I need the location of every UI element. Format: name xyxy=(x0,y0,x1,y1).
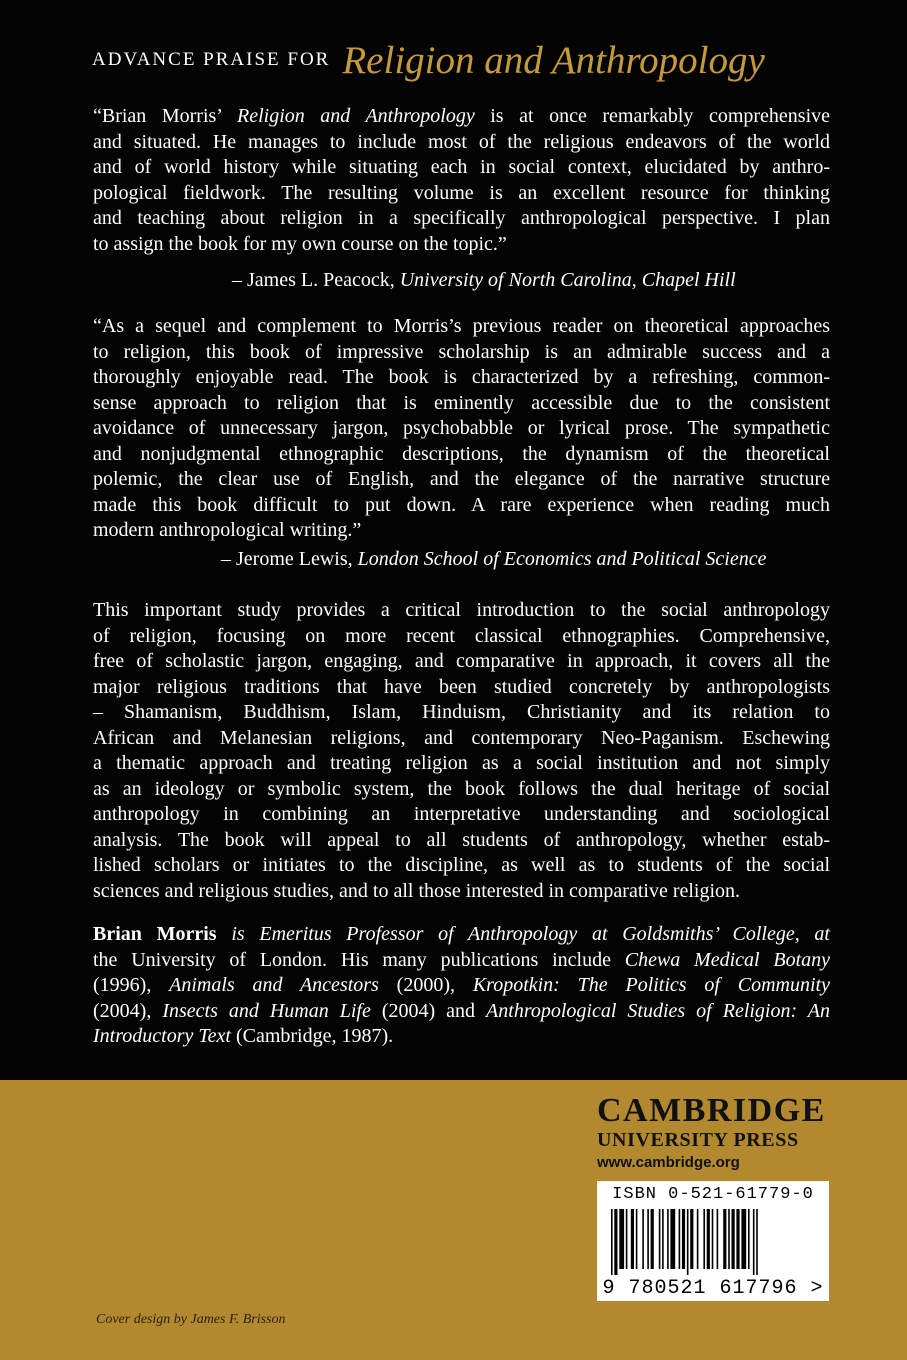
barcode-bar xyxy=(662,1209,664,1269)
barcode-bar xyxy=(636,1209,638,1269)
ean-number: 9 780521 617796 > xyxy=(602,1277,824,1300)
barcode-bar xyxy=(647,1209,649,1269)
quote-lewis-line: modern anthropological writing.” xyxy=(93,519,362,541)
quote-peacock xyxy=(93,104,830,257)
barcode-bar xyxy=(723,1209,726,1269)
quote-peacock-line: and teaching about religion in a specifically anthropological perspective. I plan xyxy=(93,207,830,229)
barcode-bar xyxy=(717,1209,719,1269)
book-description-line: – Shamanism, Buddhism, Islam, Hinduism, Christianity and its relation to xyxy=(93,701,830,723)
quote-lewis-line: avoidance of unnecessary jargon, psychobabble or lyrical prose. The sympathetic xyxy=(93,417,830,439)
quote-lewis-line: polemic, the clear use of English, and the elegance of the narrative structure xyxy=(93,468,830,490)
barcode-bar xyxy=(619,1209,624,1269)
praise-heading xyxy=(92,38,852,83)
book-description-line: a thematic approach and treating religion as a social institution and not simply xyxy=(93,752,830,774)
barcode-bar xyxy=(703,1209,705,1269)
author-bio-line: the University of London. His many publications include Chewa Medical Botany xyxy=(93,948,831,971)
quote-lewis-author: – Jerome Lewis, xyxy=(221,548,353,570)
barcode-bar xyxy=(728,1209,730,1269)
quote-peacock-attribution xyxy=(232,268,736,293)
barcode-bar xyxy=(679,1209,681,1269)
barcode-bar xyxy=(712,1209,714,1269)
barcode-bar xyxy=(687,1209,689,1275)
isbn-number: ISBN 0-521-61779-0 xyxy=(612,1185,814,1204)
quote-lewis-line: “As a sequel and complement to Morris’s previous reader on theoretical approaches xyxy=(93,315,830,337)
quote-lewis-line: and nonjudgmental ethnographic descriptions, the dynamism of the theoretical xyxy=(93,442,830,465)
barcode-bar xyxy=(756,1209,758,1275)
author-bio-line: (1996), Animals and Ancestors (2000), Kropotkin: The Politics of Community xyxy=(93,974,830,996)
quote-peacock-line: “Brian Morris’ Religion and Anthropology is at once remarkably comprehensive xyxy=(93,105,831,127)
quote-peacock-line: to assign the book for my own course on the topic.” xyxy=(93,232,507,255)
barcode-bar xyxy=(753,1209,755,1275)
book-description-line: sciences and religious studies, and to all those interested in comparative religion. xyxy=(93,879,741,902)
publisher-subname: UNIVERSITY PRESS xyxy=(597,1129,799,1151)
book-description-line: free of scholastic jargon, engaging, and comparative in approach, it covers all the xyxy=(93,650,830,672)
book-description-line: lished scholars or initiates to the discipline, as well as to students of the social xyxy=(93,854,830,876)
book-title: Religion and Anthropology xyxy=(342,39,765,82)
barcode-bar xyxy=(667,1209,669,1269)
book-description-line: of religion, focusing on more recent classical ethnographies. Comprehensive, xyxy=(93,624,830,647)
barcode-bar xyxy=(611,1209,613,1275)
barcode-bar xyxy=(642,1209,644,1269)
isbn-barcode xyxy=(597,1181,829,1301)
barcode-bar xyxy=(682,1209,685,1269)
author-bio-line: Introductory Text (Cambridge, 1987). xyxy=(93,1025,394,1047)
barcode-bar xyxy=(748,1209,750,1269)
book-description-line: This important study provides a critical introduction to the social anthropology xyxy=(93,599,830,621)
quote-lewis-line: sense approach to religion that is eminently accessible due to the consistent xyxy=(93,391,830,414)
book-description-line: as an ideology or symbolic system, the book follows the dual heritage of social xyxy=(93,777,830,800)
barcode-bar xyxy=(736,1209,739,1269)
quote-peacock-line: and situated. He manages to include most of the religious endeavors of the world xyxy=(93,130,830,153)
barcode-bar xyxy=(732,1209,735,1269)
cover-design-credit: Cover design by James F. Brisson xyxy=(96,1312,286,1327)
book-description-line: analysis. The book will appeal to all students of anthropology, whether estab- xyxy=(93,828,830,851)
barcode-bar xyxy=(690,1209,693,1269)
quote-peacock-author: – James L. Peacock, xyxy=(232,269,395,291)
barcode-bar xyxy=(670,1209,675,1269)
quote-lewis-affiliation: London School of Economics and Political Science xyxy=(357,548,767,570)
quote-lewis-line: to religion, this book of impressive scholarship is an admirable success and a xyxy=(93,340,830,363)
quote-lewis-attribution xyxy=(221,547,766,572)
publisher-logo xyxy=(597,1093,829,1175)
barcode-bar xyxy=(631,1209,634,1269)
barcode-bar xyxy=(659,1209,661,1269)
quote-lewis xyxy=(93,314,830,544)
quote-peacock-affiliation: University of North Carolina, Chapel Hill xyxy=(399,269,736,291)
book-description-line: anthropology in combining an interpretative understanding and sociological xyxy=(93,803,830,825)
barcode-bar xyxy=(626,1209,628,1269)
barcode-bar xyxy=(614,1209,617,1275)
author-bio xyxy=(93,922,830,1050)
barcode-bar xyxy=(741,1209,746,1269)
quote-lewis-line: thoroughly enjoyable read. The book is characterized by a refreshing, common- xyxy=(93,366,830,388)
book-description xyxy=(93,598,830,904)
barcode-bar xyxy=(651,1209,654,1269)
author-bio-line: (2004), Insects and Human Life (2004) and Anthropological Studies of Religion: An xyxy=(93,999,830,1022)
book-description-line: major religious traditions that have been studied concretely by anthropologists xyxy=(93,675,830,698)
barcode-bars xyxy=(611,1209,815,1275)
publisher-name: CAMBRIDGE xyxy=(597,1092,826,1129)
barcode-bar xyxy=(707,1209,710,1269)
author-bio-line: Brian Morris is Emeritus Professor of Anthropology at Goldsmiths’ College, at xyxy=(93,923,830,945)
praise-heading-prefix: ADVANCE PRAISE FOR xyxy=(92,49,331,70)
quote-peacock-line: pological fieldwork. The resulting volume is an excellent resource for thinking xyxy=(93,181,830,204)
book-description-line: African and Melanesian religions, and contemporary Neo-Paganism. Eschewing xyxy=(93,726,830,749)
barcode-bar xyxy=(697,1209,699,1269)
quote-peacock-line: and of world history while situating each in social context, elucidated by anthro- xyxy=(93,156,830,178)
quote-lewis-line: made this book difficult to put down. A rare experience when reading much xyxy=(93,493,830,516)
publisher-url: www.cambridge.org xyxy=(597,1154,740,1171)
